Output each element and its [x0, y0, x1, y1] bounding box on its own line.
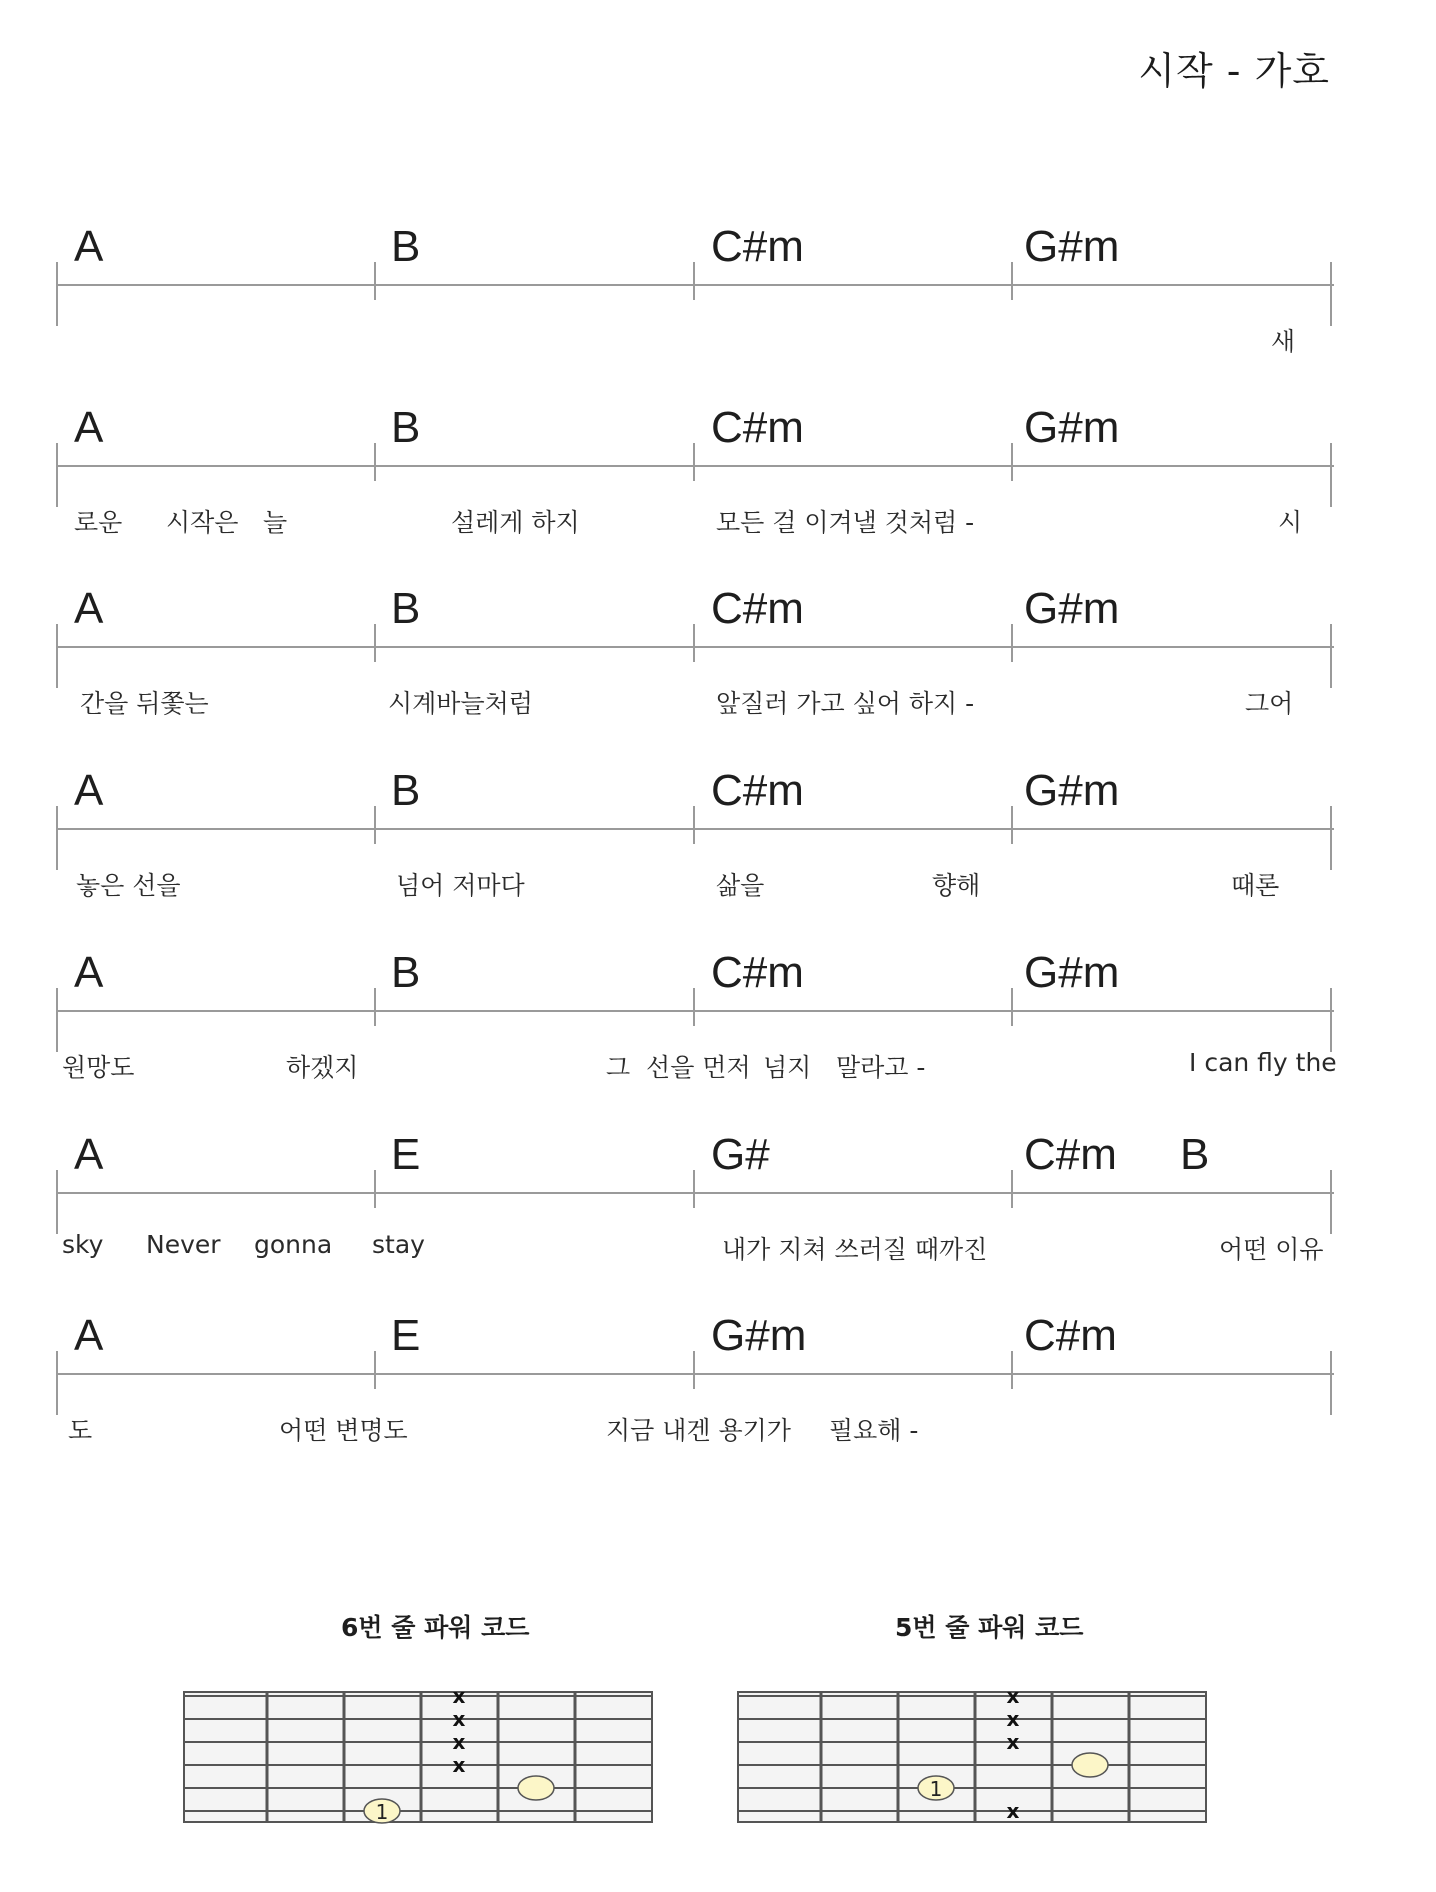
- staff-line: [56, 646, 1334, 648]
- barline: [56, 262, 58, 326]
- lyric: 어떤 이유: [1219, 1235, 1324, 1264]
- chord: B: [391, 403, 421, 452]
- chord: B: [391, 584, 421, 633]
- staff-line: [56, 1373, 1334, 1375]
- lyric: 로운: [74, 508, 123, 537]
- staff-line: [56, 284, 1334, 286]
- staff-line: [56, 1192, 1334, 1194]
- staff-line: [56, 465, 1334, 467]
- finger-dot-fifth: [518, 1776, 554, 1800]
- chord: B: [391, 222, 421, 271]
- barline: [1330, 806, 1332, 870]
- lyric: 시: [1278, 508, 1303, 537]
- staff-line: [56, 1010, 1334, 1012]
- barline: [1330, 262, 1332, 326]
- barline: [1330, 988, 1332, 1052]
- chord: A: [74, 766, 104, 815]
- barline: [56, 806, 58, 870]
- barline: [693, 1351, 695, 1389]
- lyric: 말라고 -: [836, 1053, 926, 1082]
- staff-line: [56, 828, 1334, 830]
- muted-string-mark: x: [1006, 1686, 1020, 1708]
- barline: [56, 988, 58, 1052]
- chord-system-4: [0, 766, 1436, 916]
- lyric: 때론: [1231, 871, 1280, 900]
- barline: [1011, 1351, 1013, 1389]
- barline: [1330, 443, 1332, 507]
- lyric: 그어: [1245, 689, 1294, 718]
- chord: C#m: [711, 584, 804, 633]
- chord-system-1: [0, 222, 1436, 372]
- barline: [374, 624, 376, 662]
- barline: [56, 624, 58, 688]
- chord: B: [391, 766, 421, 815]
- chord: G#m: [1024, 766, 1120, 815]
- chord: B: [391, 948, 421, 997]
- barline: [56, 1351, 58, 1415]
- barline: [1330, 1170, 1332, 1234]
- barline: [1011, 443, 1013, 481]
- barline: [1011, 262, 1013, 300]
- lyric: stay: [372, 1230, 425, 1259]
- lyric: sky: [62, 1230, 104, 1259]
- fretboard-diagram-6th-string: [180, 1686, 656, 1828]
- finger-number: 1: [375, 1800, 389, 1824]
- barline: [374, 262, 376, 300]
- finger-dot-fifth: [1072, 1753, 1108, 1777]
- barline: [1330, 1351, 1332, 1415]
- chord: A: [74, 222, 104, 271]
- barline: [374, 443, 376, 481]
- barline: [374, 1351, 376, 1389]
- chord: G#m: [1024, 222, 1120, 271]
- chord: C#m: [711, 222, 804, 271]
- lyric: gonna: [254, 1230, 333, 1259]
- chord: C#m: [711, 766, 804, 815]
- barline: [56, 1170, 58, 1234]
- barline: [693, 262, 695, 300]
- lyric: 하겠지: [286, 1053, 359, 1082]
- chord: G#m: [711, 1311, 807, 1360]
- chord: G#m: [1024, 948, 1120, 997]
- barline: [1011, 806, 1013, 844]
- lyric: 내가 지쳐 쓰러질 때까진: [722, 1235, 988, 1264]
- barline: [693, 988, 695, 1026]
- chord: C#m: [1024, 1311, 1117, 1360]
- lyric: I can fly the: [1189, 1048, 1337, 1077]
- barline: [374, 988, 376, 1026]
- power-chord-caption-6th-string: 6번 줄 파워 코드: [341, 1613, 530, 1642]
- chord: C#m: [711, 948, 804, 997]
- barline: [693, 806, 695, 844]
- lyric: 도: [68, 1416, 93, 1445]
- lyric: 원망도: [62, 1053, 135, 1082]
- lyric: 넘지: [763, 1053, 812, 1082]
- barline: [374, 806, 376, 844]
- muted-string-mark: x: [1006, 1730, 1020, 1754]
- lyric: 설레게 하지: [451, 508, 580, 537]
- barline: [1011, 1170, 1013, 1208]
- muted-string-mark: x: [452, 1753, 466, 1777]
- lyric: 시계바늘처럼: [388, 689, 533, 718]
- barline: [693, 443, 695, 481]
- muted-string-mark: x: [452, 1686, 466, 1708]
- muted-string-mark: x: [1006, 1799, 1020, 1823]
- lyric: 놓은 선을: [76, 871, 181, 900]
- chord-system-7: [0, 1311, 1436, 1461]
- barline: [56, 443, 58, 507]
- lyric: 향해: [932, 871, 981, 900]
- lyric: 지금 내겐 용기가: [606, 1416, 791, 1445]
- muted-string-marks: [453, 1686, 466, 1777]
- chord: G#m: [1024, 403, 1120, 452]
- barline: [693, 624, 695, 662]
- lyric: 어떤 변명도: [279, 1416, 408, 1445]
- lyric: 모든 걸 이겨낼 것처럼 -: [716, 508, 975, 537]
- barline: [693, 1170, 695, 1208]
- muted-string-mark: x: [1006, 1707, 1020, 1731]
- lyric: 넘어 저마다: [396, 871, 525, 900]
- chord: A: [74, 584, 104, 633]
- chord: C#m: [711, 403, 804, 452]
- chord: A: [74, 1311, 104, 1360]
- chord-system-5: [0, 948, 1436, 1098]
- lyric: 시작은: [166, 508, 239, 537]
- chord: E: [391, 1311, 421, 1360]
- lyric: 앞질러 가고 싶어 하지 -: [716, 689, 975, 718]
- chord: C#m: [1024, 1130, 1117, 1179]
- chord: A: [74, 403, 104, 452]
- fretboard-diagram-5th-string: [734, 1686, 1210, 1828]
- muted-string-mark: x: [452, 1707, 466, 1731]
- lyric: 간을 뒤쫓는: [80, 689, 209, 718]
- muted-string-mark: x: [452, 1730, 466, 1754]
- chord-system-6: [0, 1130, 1436, 1280]
- barline: [1011, 624, 1013, 662]
- lyric: Never: [146, 1230, 221, 1259]
- chord-system-2: [0, 403, 1436, 553]
- lyric: 새: [1271, 327, 1296, 356]
- finger-number: 1: [929, 1777, 943, 1801]
- barline: [1330, 624, 1332, 688]
- lyric: 늘: [263, 508, 288, 537]
- chord: G#m: [1024, 584, 1120, 633]
- chord: A: [74, 1130, 104, 1179]
- chord: A: [74, 948, 104, 997]
- chord: B: [1180, 1130, 1210, 1179]
- chord: E: [391, 1130, 421, 1179]
- chord: G#: [711, 1130, 770, 1179]
- barline: [374, 1170, 376, 1208]
- lyric: 필요해 -: [829, 1416, 919, 1445]
- barline: [1011, 988, 1013, 1026]
- lyric: 그 선을 먼저: [606, 1053, 751, 1082]
- song-title: 시작 - 가호: [1138, 49, 1330, 93]
- lyric: 삶을: [716, 871, 765, 900]
- power-chord-caption-5th-string: 5번 줄 파워 코드: [895, 1613, 1084, 1642]
- chord-system-3: [0, 584, 1436, 734]
